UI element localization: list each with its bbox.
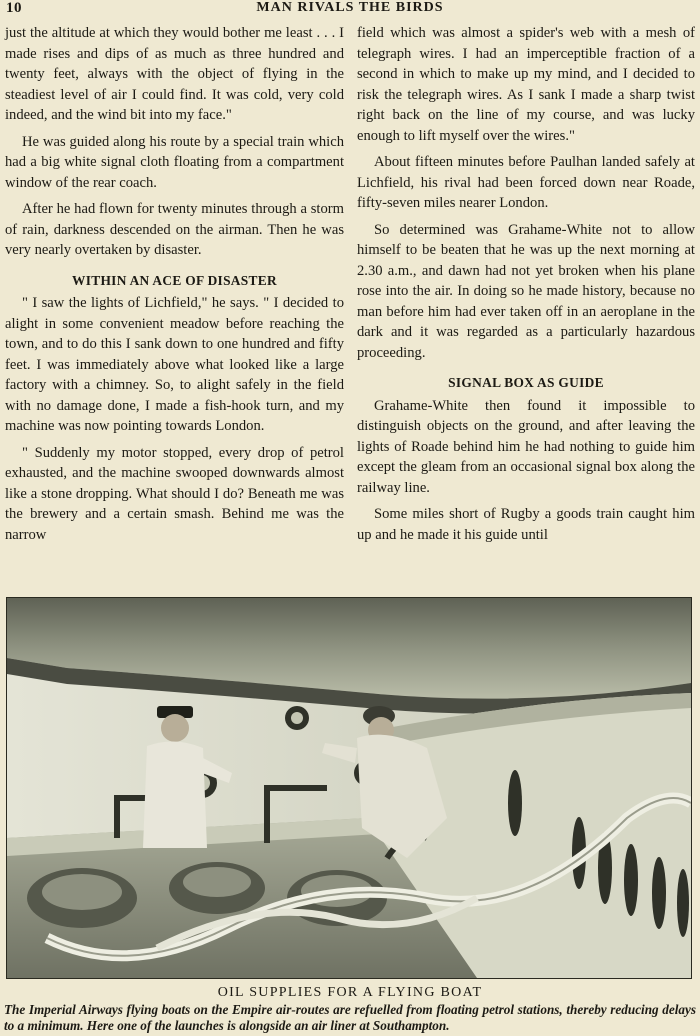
paragraph: field which was almost a spider's web with a mesh of telegraph wires. I had an imperceptible fraction of a second in which to make up my mind, and I decided to risk the telegraph wires. As I sank I made a sharp twist right back on the line of my course, and was lucky enough to lift myself over the wires.": [357, 25, 695, 144]
paragraph: So determined was Grahame-White not to allow himself to be beaten that he was up the next morning at 2.30 a.m., and dawn had not yet broken when his plane rose into the air. In doing so he made history, because no man before him had ever taken off in an aeroplane in the dark and it was regarded as a particularly hazardous proceeding.: [357, 221, 695, 361]
paragraph: Some miles short of Rugby a goods train caught him up and he made it his guide until: [357, 506, 695, 543]
section-heading: SIGNAL BOX AS GUIDE: [448, 375, 604, 390]
refuelling-photograph: [6, 597, 692, 979]
right-column: [357, 23, 695, 551]
paragraph: Grahame-White then found it impossible to distinguish objects on the ground, and after leaving the lights of Roade behind him he had nothing to guide him except the gleam from an occasional signal box along the railway line.: [357, 397, 695, 496]
caption-title: OIL SUPPLIES FOR A FLYING BOAT: [217, 985, 483, 1000]
paragraph: " Suddenly my motor stopped, every drop of petrol exhausted, and the machine swooped downwards almost like a stone dropping. What should I do? Beneath me was the brewery and a certain smash. Behind me was the narrow: [5, 444, 344, 543]
paragraph: just the altitude at which they would bother me least . . . I made rises and dips of as much as three hundred and twenty feet, always with the object of flying in the steadiest level of air I could find. It was cold, very cold indeed, and the wind bit into my face.": [5, 25, 344, 123]
left-column: [5, 23, 344, 551]
section-heading: WITHIN AN ACE OF DISASTER: [72, 272, 277, 288]
photo-illustration: [7, 598, 691, 978]
page-number: 10: [6, 0, 22, 16]
paragraph: " I saw the lights of Lichfield," he says. " I decided to alight in some convenient meadow before reaching the town, and to do this I sank down to one hundred and fifty feet. I was immediately above what looked like a large factory with a chimney. So, to alight safely in the field with no damage done, I made a fish-hook turn, and my machine was now pointing towards London.: [5, 295, 344, 434]
paragraph: He was guided along his route by a special train which had a big white signal cloth floating from a compartment window of the rear coach.: [5, 133, 344, 191]
paragraph: After he had flown for twenty minutes through a storm of rain, darkness descended on the airman. Then he was very nearly overtaken by disaster.: [5, 201, 344, 258]
paragraph: About fifteen minutes before Paulhan landed safely at Lichfield, his rival had been forced down near Roade, fifty-seven miles nearer London.: [357, 154, 695, 211]
running-title: MAN RIVALS THE BIRDS: [256, 0, 444, 15]
caption-text: The Imperial Airways flying boats on the Empire air-routes are refuelled from floating petrol stations, thereby reducing delays to a minimum. Here one of the launches is alongside an air liner at Southampton.: [4, 1002, 696, 1033]
